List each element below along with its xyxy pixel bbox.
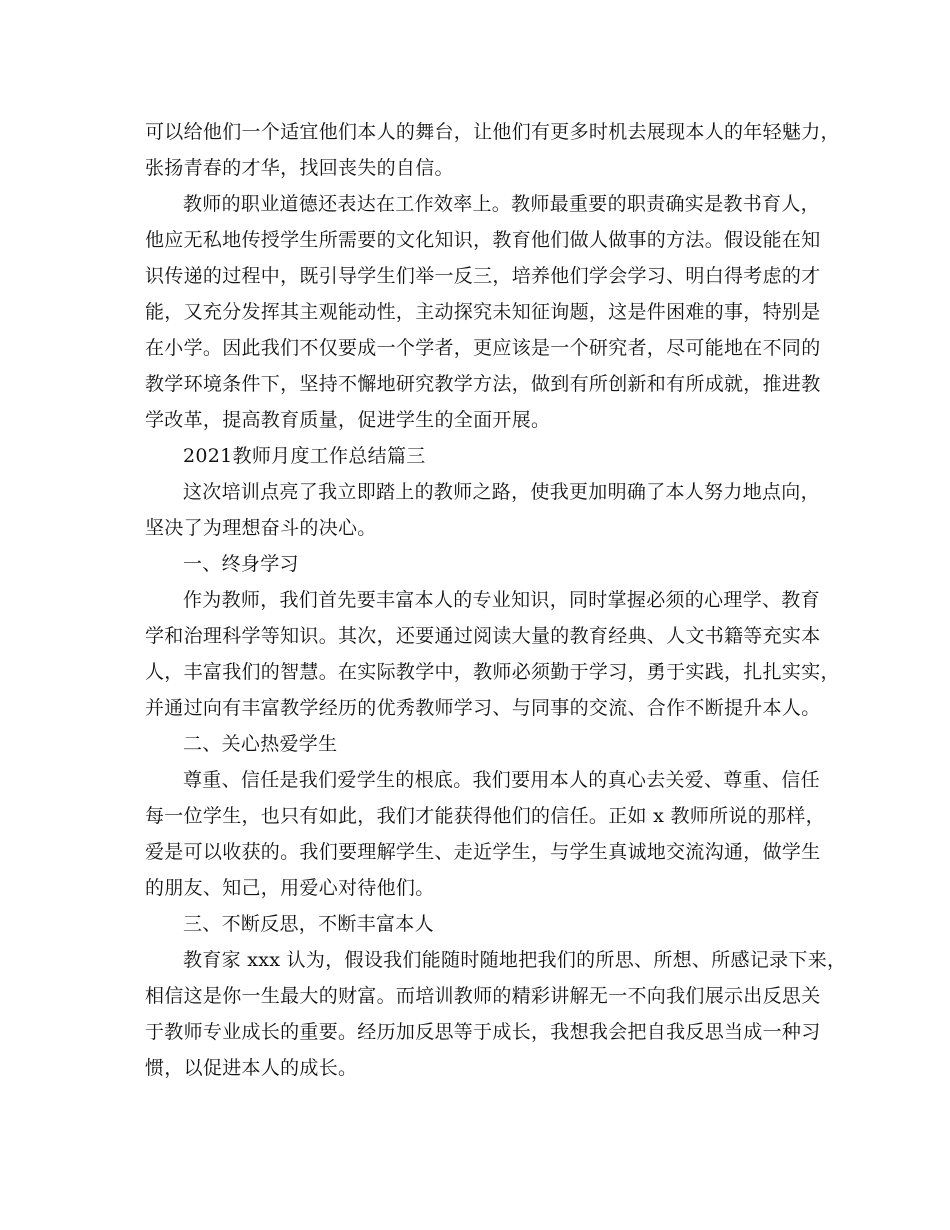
text-line: 坚决了为理想奋斗的决心。 bbox=[145, 517, 377, 539]
text-line: 的朋友、知己，用爱心对待他们。 bbox=[145, 877, 435, 899]
text-line: 能，又充分发挥其主观能动性，主动探究未知征询题，这是件困难的事，特别是 bbox=[145, 301, 821, 323]
text-line: 教师的职业道德还表达在工作效率上。教师最重要的职责确实是教书育人， bbox=[183, 193, 820, 215]
section-heading: 三、不断反思，不断丰富本人 bbox=[183, 913, 434, 935]
text-line: 于教师专业成长的重要。经历加反思等于成长，我想我会把自我反思当成一种习 bbox=[145, 1021, 821, 1043]
section-heading: 一、终身学习 bbox=[183, 553, 299, 575]
text-line: 人，丰富我们的智慧。在实际教学中，教师必须勤于学习，勇于实践，扎扎实实， bbox=[145, 661, 840, 683]
text-line: 在小学。因此我们不仅要成一个学者，更应该是一个研究者，尽可能地在不同的 bbox=[145, 337, 821, 359]
text-line: 识传递的过程中，既引导学生们举一反三，培养他们学会学习、明白得考虑的才 bbox=[145, 265, 821, 287]
section-heading: 2021教师月度工作总结篇三 bbox=[183, 445, 426, 467]
text-line: 学改革，提高教育质量，促进学生的全面开展。 bbox=[145, 409, 551, 431]
text-line: 每一位学生，也只有如此，我们才能获得他们的信任。正如 x 教师所说的那样， bbox=[145, 805, 825, 827]
text-line: 这次培训点亮了我立即踏上的教师之路，使我更加明确了本人努力地点向， bbox=[183, 481, 820, 503]
text-line: 爱是可以收获的。我们要理解学生、走近学生，与学生真诚地交流沟通，做学生 bbox=[145, 841, 821, 863]
text-line: 作为教师，我们首先要丰富本人的专业知识，同时掌握必须的心理学、教育 bbox=[183, 589, 820, 611]
text-line: 相信这是你一生最大的财富。而培训教师的精彩讲解无一不向我们展示出反思关 bbox=[145, 985, 821, 1007]
text-line: 惯，以促进本人的成长。 bbox=[145, 1057, 358, 1079]
text-line: 教育家 xxx 认为，假设我们能随时随地把我们的所思、所想、所感记录下来， bbox=[183, 949, 847, 971]
text-line: 尊重、信任是我们爱学生的根底。我们要用本人的真心去关爱、尊重、信任 bbox=[183, 769, 820, 791]
text-line: 学和治理科学等知识。其次，还要通过阅读大量的教育经典、人文书籍等充实本 bbox=[145, 625, 821, 647]
text-line: 并通过向有丰富教学经历的优秀教师学习、与同事的交流、合作不断提升本人。 bbox=[145, 697, 821, 719]
text-line: 教学环境条件下，坚持不懈地研究教学方法，做到有所创新和有所成就，推进教 bbox=[145, 373, 821, 395]
text-line: 他应无私地传授学生所需要的文化知识，教育他们做人做事的方法。假设能在知 bbox=[145, 229, 821, 251]
text-line: 可以给他们一个适宜他们本人的舞台，让他们有更多时机去展现本人的年轻魅力， bbox=[145, 121, 840, 143]
section-heading: 二、关心热爱学生 bbox=[183, 733, 338, 755]
text-line: 张扬青春的才华，找回丧失的自信。 bbox=[145, 157, 454, 179]
